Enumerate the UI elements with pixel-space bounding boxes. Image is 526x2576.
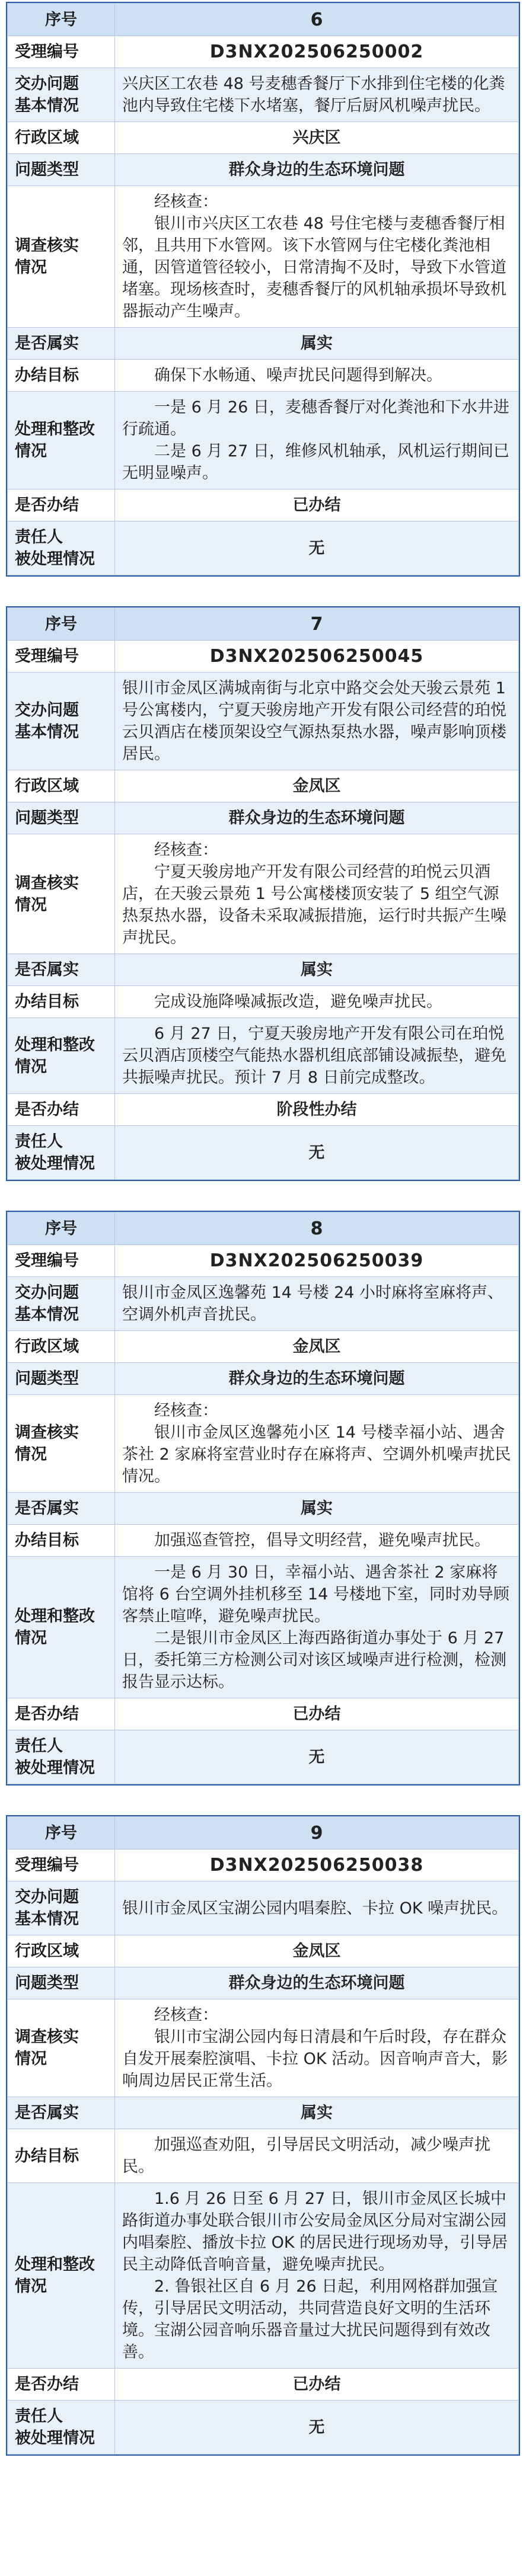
case-seq: 8 <box>115 1212 519 1245</box>
row-area <box>8 1935 519 1967</box>
case-handling <box>115 1018 519 1094</box>
row-handling <box>8 1018 519 1094</box>
case-code: D3NX202506250038 <box>115 1849 519 1881</box>
label-area: 行政区域 <box>8 122 115 154</box>
row-verified <box>8 1493 519 1525</box>
label-investigate: 调查核实 情况 <box>8 1999 115 2097</box>
case-investigate <box>115 186 519 328</box>
case-goal <box>115 2129 519 2183</box>
problem-text: 银川市金凤区宝湖公园内唱秦腔、卡拉 OK 噪声扰民。 <box>122 1899 508 1918</box>
case-card <box>6 1211 520 1785</box>
label-area: 行政区域 <box>8 1331 115 1363</box>
row-done <box>8 489 519 521</box>
row-area <box>8 1331 519 1363</box>
label-verified: 是否属实 <box>8 328 115 360</box>
row-handling <box>8 392 519 489</box>
paragraph: 经核查： <box>154 2006 218 2024</box>
case-problem <box>115 1881 519 1935</box>
label-type: 问题类型 <box>8 802 115 834</box>
case-goal <box>115 986 519 1018</box>
row-type <box>8 1363 519 1395</box>
label-handling: 处理和整改 情况 <box>8 392 115 489</box>
case-table <box>7 1212 519 1784</box>
case-area: 金凤区 <box>115 1935 519 1967</box>
paragraph: 宁夏天骏房地产开发有限公司经营的珀悦云贝酒店，在天骏云景苑 1 号公寓楼楼顶安装了 5 组空气源热泵热水器，设备未采取减振措施，运行时共振产生噪声扰民。 <box>122 863 506 947</box>
label-problem: 交办问题 基本情况 <box>8 1277 115 1331</box>
row-goal <box>8 2129 519 2183</box>
paragraph: 经核查： <box>154 1401 218 1420</box>
case-card <box>6 1815 520 2456</box>
label-problem: 交办问题 基本情况 <box>8 1881 115 1935</box>
row-type <box>8 154 519 186</box>
row-seq <box>8 1817 519 1849</box>
problem-text: 银川市金凤区逸馨苑 14 号楼 24 小时麻将室麻将声、空调外机声音扰民。 <box>122 1284 504 1324</box>
label-seq: 序号 <box>8 1212 115 1245</box>
case-investigate <box>115 834 519 954</box>
case-seq: 9 <box>115 1817 519 1849</box>
row-verified <box>8 2097 519 2129</box>
row-investigate <box>8 186 519 328</box>
row-problem <box>8 673 519 770</box>
label-type: 问题类型 <box>8 1363 115 1395</box>
row-goal <box>8 1525 519 1557</box>
row-handling <box>8 2183 519 2369</box>
label-done: 是否办结 <box>8 489 115 521</box>
paragraph: 一是 6 月 30 日，幸福小站、遇舍茶社 2 家麻将馆将 6 台空调外挂机移至 14 号楼地下室，同时劝导顾客禁止喧哗，避免噪声扰民。 <box>122 1563 509 1625</box>
case-seq: 7 <box>115 608 519 641</box>
case-table <box>7 607 519 1180</box>
label-accountable: 责任人 被处理情况 <box>8 2401 115 2455</box>
case-goal <box>115 360 519 392</box>
row-done <box>8 1698 519 1730</box>
label-done: 是否办结 <box>8 1094 115 1126</box>
row-goal <box>8 986 519 1018</box>
case-problem <box>115 1277 519 1331</box>
label-accountable: 责任人 被处理情况 <box>8 521 115 575</box>
row-code <box>8 1849 519 1881</box>
label-type: 问题类型 <box>8 1967 115 1999</box>
case-accountable: 无 <box>115 521 519 575</box>
goal-text: 完成设施降噪减振改造，避免噪声扰民。 <box>154 993 442 1011</box>
row-type <box>8 802 519 834</box>
case-problem <box>115 68 519 122</box>
case-goal <box>115 1525 519 1557</box>
label-done: 是否办结 <box>8 1698 115 1730</box>
row-done <box>8 1094 519 1126</box>
case-verified: 属实 <box>115 2097 519 2129</box>
row-code <box>8 1245 519 1277</box>
label-problem: 交办问题 基本情况 <box>8 68 115 122</box>
problem-text: 银川市金凤区满城南街与北京中路交会处天骏云景苑 1 号公寓楼内，宁夏天骏房地产开发有限公司经营的珀悦云贝酒店在楼顶架设空气源热泵热水器，噪声影响顶楼居民。 <box>122 679 506 763</box>
row-investigate <box>8 1395 519 1493</box>
row-seq <box>8 1212 519 1245</box>
label-seq: 序号 <box>8 4 115 36</box>
case-card <box>6 2 520 577</box>
label-investigate: 调查核实 情况 <box>8 186 115 328</box>
case-list <box>0 2 526 2456</box>
case-done: 已办结 <box>115 2369 519 2401</box>
case-handling <box>115 392 519 489</box>
label-handling: 处理和整改 情况 <box>8 1018 115 1094</box>
label-accountable: 责任人 被处理情况 <box>8 1126 115 1180</box>
case-area: 金凤区 <box>115 1331 519 1363</box>
label-code: 受理编号 <box>8 1849 115 1881</box>
label-verified: 是否属实 <box>8 1493 115 1525</box>
case-done: 已办结 <box>115 1698 519 1730</box>
row-investigate <box>8 834 519 954</box>
paragraph: 二是银川市金凤区上海西路街道办事处于 6 月 27 日，委托第三方检测公司对该区域噪声进行检测，检测报告显示达标。 <box>122 1629 506 1691</box>
case-table <box>7 1816 519 2455</box>
row-seq <box>8 4 519 36</box>
row-area <box>8 770 519 802</box>
case-done: 已办结 <box>115 489 519 521</box>
label-goal: 办结目标 <box>8 2129 115 2183</box>
row-problem <box>8 1277 519 1331</box>
case-verified: 属实 <box>115 328 519 360</box>
paragraph: 银川市兴庆区工农巷 48 号住宅楼与麦穗香餐厅相邻，且共用下水管网。该下水管网与住宅楼化粪池相通，因管道管径较小，日常清掏不及时，导致下水管道堵塞。现场核查时，麦穗香餐厅的风机轴承损坏导致机器振动产生噪声。 <box>122 215 506 321</box>
case-done: 阶段性办结 <box>115 1094 519 1126</box>
case-handling <box>115 1557 519 1698</box>
case-handling <box>115 2183 519 2369</box>
paragraph: 1.6 月 26 日至 6 月 27 日，银川市金凤区长城中路街道办事处联合银川市公安局金凤区分局对宝湖公园内唱秦腔、播放卡拉 OK 的居民进行现场劝导，引导居民主动降低音响音量，避免噪声扰民。 <box>122 2190 508 2274</box>
label-investigate: 调查核实 情况 <box>8 1395 115 1493</box>
label-goal: 办结目标 <box>8 1525 115 1557</box>
case-investigate <box>115 1395 519 1493</box>
row-accountable <box>8 521 519 575</box>
paragraph: 经核查： <box>154 841 218 859</box>
case-table <box>7 3 519 575</box>
label-verified: 是否属实 <box>8 954 115 986</box>
paragraph: 银川市金凤区逸馨苑小区 14 号楼幸福小站、遇舍茶社 2 家麻将室营业时存在麻将声、空调外机噪声扰民情况。 <box>122 1423 511 1486</box>
row-done <box>8 2369 519 2401</box>
case-seq: 6 <box>115 4 519 36</box>
row-seq <box>8 608 519 641</box>
row-problem <box>8 1881 519 1935</box>
label-problem: 交办问题 基本情况 <box>8 673 115 770</box>
case-problem <box>115 673 519 770</box>
label-goal: 办结目标 <box>8 986 115 1018</box>
case-code: D3NX202506250002 <box>115 36 519 68</box>
case-area: 金凤区 <box>115 770 519 802</box>
label-seq: 序号 <box>8 608 115 641</box>
case-type: 群众身边的生态环境问题 <box>115 154 519 186</box>
row-verified <box>8 328 519 360</box>
case-investigate <box>115 1999 519 2097</box>
label-verified: 是否属实 <box>8 2097 115 2129</box>
case-type: 群众身边的生态环境问题 <box>115 802 519 834</box>
row-code <box>8 36 519 68</box>
row-accountable <box>8 2401 519 2455</box>
label-code: 受理编号 <box>8 1245 115 1277</box>
case-accountable: 无 <box>115 1730 519 1784</box>
paragraph: 二是 6 月 27 日，维修风机轴承，风机运行期间已无明显噪声。 <box>122 442 509 482</box>
label-handling: 处理和整改 情况 <box>8 2183 115 2369</box>
label-code: 受理编号 <box>8 36 115 68</box>
label-investigate: 调查核实 情况 <box>8 834 115 954</box>
case-type: 群众身边的生态环境问题 <box>115 1363 519 1395</box>
case-code: D3NX202506250045 <box>115 641 519 673</box>
case-accountable: 无 <box>115 1126 519 1180</box>
label-area: 行政区域 <box>8 770 115 802</box>
row-area <box>8 122 519 154</box>
case-code: D3NX202506250039 <box>115 1245 519 1277</box>
row-verified <box>8 954 519 986</box>
case-verified: 属实 <box>115 954 519 986</box>
paragraph: 6 月 27 日，宁夏天骏房地产开发有限公司在珀悦云贝酒店顶楼空气能热水器机组底部铺设减振垫，避免共振噪声扰民。预计 7 月 8 日前完成整改。 <box>122 1025 506 1087</box>
row-handling <box>8 1557 519 1698</box>
label-handling: 处理和整改 情况 <box>8 1557 115 1698</box>
label-area: 行政区域 <box>8 1935 115 1967</box>
paragraph: 银川市宝湖公园内每日清晨和午后时段，存在群众自发开展秦腔演唱、卡拉 OK 活动。因音响声音大，影响周边居民正常生活。 <box>122 2028 508 2090</box>
row-goal <box>8 360 519 392</box>
row-code <box>8 641 519 673</box>
goal-text: 加强巡查管控，倡导文明经营，避免噪声扰民。 <box>154 1531 490 1550</box>
label-goal: 办结目标 <box>8 360 115 392</box>
row-accountable <box>8 1730 519 1784</box>
case-accountable: 无 <box>115 2401 519 2455</box>
label-seq: 序号 <box>8 1817 115 1849</box>
row-type <box>8 1967 519 1999</box>
case-card <box>6 606 520 1181</box>
label-type: 问题类型 <box>8 154 115 186</box>
label-code: 受理编号 <box>8 641 115 673</box>
row-problem <box>8 68 519 122</box>
row-investigate <box>8 1999 519 2097</box>
problem-text: 兴庆区工农巷 48 号麦穗香餐厅下水排到住宅楼的化粪池内导致住宅楼下水堵塞，餐厅后厨风机噪声扰民。 <box>122 75 505 115</box>
case-verified: 属实 <box>115 1493 519 1525</box>
row-accountable <box>8 1126 519 1180</box>
label-done: 是否办结 <box>8 2369 115 2401</box>
paragraph: 2. 鲁银社区自 6 月 26 日起，利用网格群加强宣传，引导居民文明活动，共同营造良好文明的生活环境。宝湖公园音响乐器音量过大扰民问题得到有效改善。 <box>122 2277 498 2361</box>
goal-text: 确保下水畅通、噪声扰民问题得到解决。 <box>154 366 442 385</box>
case-area: 兴庆区 <box>115 122 519 154</box>
label-accountable: 责任人 被处理情况 <box>8 1730 115 1784</box>
paragraph: 一是 6 月 26 日，麦穗香餐厅对化粪池和下水井进行疏通。 <box>122 398 509 439</box>
case-type: 群众身边的生态环境问题 <box>115 1967 519 1999</box>
paragraph: 经核查： <box>154 193 218 211</box>
goal-text: 加强巡查劝阻，引导居民文明活动，减少噪声扰民。 <box>122 2136 490 2176</box>
